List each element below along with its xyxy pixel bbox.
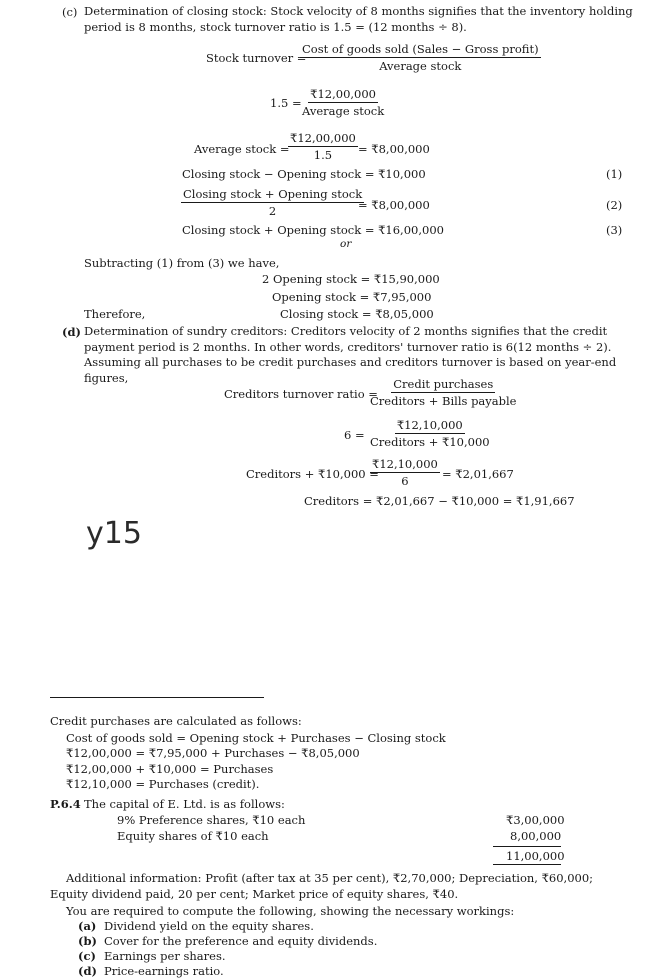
part-c-text: Determination of closing stock: Stock velocity of 8 months signifies that the inventory holding period is 8 months, stock turnover ratio is 1.5 = (12 months ÷ 8). (84, 4, 633, 34)
average-stock-denominator: 1.5 (313, 148, 333, 162)
stock-turnover-lhs: Stock turnover = (206, 51, 307, 65)
required-item-text: Earnings per shares. (104, 949, 226, 963)
equation-2-number: (2) (606, 198, 623, 212)
six-lhs: 6 = (344, 428, 365, 442)
six-fraction (370, 418, 490, 449)
ratio-fraction (302, 87, 384, 118)
required-item-text: Dividend yield on the equity shares. (104, 919, 314, 933)
total-top-rule (493, 846, 561, 847)
stock-turnover-fraction (300, 42, 541, 73)
creditors-plus-result: = ₹2,01,667 (442, 467, 514, 481)
footnote-intro: Credit purchases are calculated as follows: (50, 714, 302, 728)
required-text: You are required to compute the following, showing the necessary workings: (66, 904, 515, 918)
result-opening-2: 2 Opening stock = ₹15,90,000 (262, 272, 440, 286)
average-stock-result: = ₹8,00,000 (358, 142, 430, 156)
handwritten-page-mark: y15 (86, 516, 142, 551)
average-stock-numerator: ₹12,00,000 (290, 131, 356, 145)
required-item-label: (c) (78, 949, 96, 963)
capital-row-label: 9% Preference shares, ₹10 each (117, 813, 306, 827)
capital-row-label: Equity shares of ₹10 each (117, 829, 269, 843)
problem-intro: The capital of E. Ltd. is as follows: (84, 797, 285, 811)
required-item-text: Price-earnings ratio. (104, 964, 224, 978)
therefore-text: Therefore, (84, 307, 146, 321)
result-closing: Closing stock = ₹8,05,000 (280, 307, 434, 321)
capital-row-amount: ₹3,00,000 (506, 813, 565, 827)
six-numerator: ₹12,10,000 (396, 418, 463, 432)
required-item-label: (a) (78, 919, 97, 933)
footnote-line-3: ₹12,00,000 + ₹10,000 = Purchases (66, 762, 274, 776)
equation-1-number: (1) (606, 167, 623, 181)
equation-1: Closing stock − Opening stock = ₹10,000 (182, 167, 426, 181)
total-bottom-rule (493, 864, 561, 865)
capital-row-amount: 8,00,000 (510, 829, 562, 843)
equation-3-number: (3) (606, 223, 623, 237)
creditors-result: Creditors = ₹2,01,667 − ₹10,000 = ₹1,91,667 (304, 494, 575, 508)
result-opening: Opening stock = ₹7,95,000 (272, 290, 432, 304)
equation-2-denominator: 2 (268, 204, 277, 218)
creditors-plus-lhs: Creditors + ₹10,000 = (246, 467, 379, 481)
creditors-turnover-denominator: Creditors + Bills payable (370, 394, 517, 408)
footnote-line-2: ₹12,00,000 = ₹7,95,000 + Purchases − ₹8,05,000 (66, 746, 360, 760)
footnote-divider (50, 697, 264, 698)
average-stock-fraction (288, 131, 358, 162)
footnote-line-4: ₹12,10,000 = Purchases (credit). (66, 777, 260, 791)
equation-2-result: = ₹8,00,000 (358, 198, 430, 212)
ratio-denominator: Average stock (302, 104, 385, 118)
stock-turnover-numerator: Cost of goods sold (Sales − Gross profit) (302, 42, 539, 56)
creditors-plus-numerator: ₹12,10,000 (372, 457, 438, 471)
ratio-numerator: ₹12,00,000 (310, 87, 377, 101)
part-d-label: (d) (62, 325, 81, 339)
creditors-turnover-fraction (370, 377, 517, 408)
equation-2-fraction (181, 187, 364, 218)
or-text: or (340, 238, 352, 250)
required-item-label: (b) (78, 934, 97, 948)
footnote-line-1: Cost of goods sold = Opening stock + Purchases − Closing stock (66, 731, 446, 745)
creditors-plus-fraction (370, 457, 440, 488)
subtracting-text: Subtracting (1) from (3) we have, (84, 256, 280, 270)
stock-turnover-denominator: Average stock (379, 59, 462, 73)
six-denominator: Creditors + ₹10,000 (370, 435, 490, 449)
part-c-label: (c) (62, 5, 78, 19)
part-d-text: Determination of sundry creditors: Creditors velocity of 2 months signifies that the credit payment period is 2 months. In other words, creditors' turnover ratio is 6(12 months ÷ 2). Assuming all purchases to be credit purchases and creditors turnover is based on year-end figures, (84, 324, 617, 385)
creditors-turnover-numerator: Credit purchases (393, 377, 494, 391)
equation-2-numerator: Closing stock + Opening stock (183, 187, 363, 201)
ratio-lhs: 1.5 = (270, 96, 302, 110)
creditors-turnover-lhs: Creditors turnover ratio = (224, 387, 378, 401)
average-stock-lhs: Average stock = (194, 142, 290, 156)
equation-3: Closing stock + Opening stock = ₹16,00,000 (182, 223, 444, 237)
required-item-label: (d) (78, 964, 97, 978)
required-item-text: Cover for the preference and equity dividends. (104, 934, 378, 948)
capital-total: 11,00,000 (506, 849, 565, 863)
problem-label: P.6.4 (50, 797, 81, 811)
additional-info: Additional information: Profit (after tax at 35 per cent), ₹2,70,000; Depreciation, ₹60,000; Equity dividend paid, 20 per cent; Market price of equity shares, ₹40. (50, 871, 594, 901)
creditors-plus-denominator: 6 (401, 474, 409, 488)
